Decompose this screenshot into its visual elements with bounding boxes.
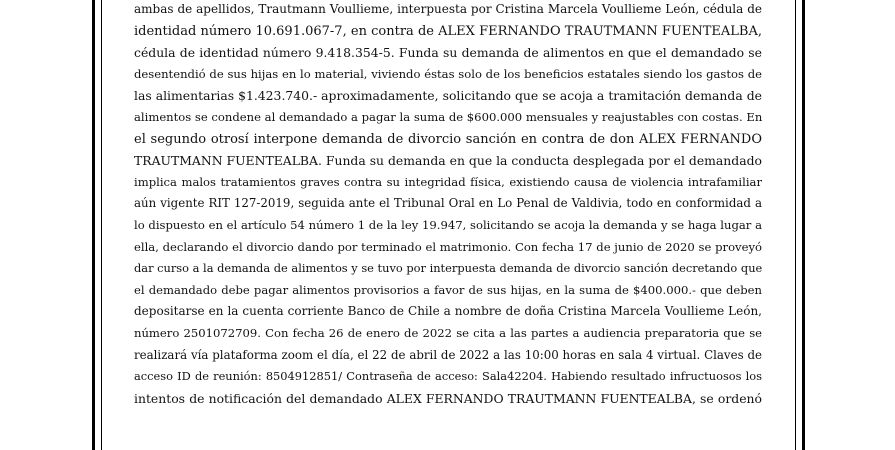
text-line: identidad número 10.691.067-7, en contra de ALEX FERNANDO TRAUTMANN FUENTEALBA, [134,23,762,39]
text-line: implica malos tratamientos graves contra su integridad física, existiendo causa de violencia intrafamiliar [134,174,762,189]
text-line: TRAUTMANN FUENTEALBA. Funda su demanda en que la conducta desplegada por el demandado [134,153,762,169]
text-line: cédula de identidad número 9.418.354-5. Funda su demanda de alimentos en que el demandado se [134,45,762,61]
text-line: las alimentarias $1.423.740.- aproximadamente, solicitando que se acoja a tramitación demanda de [134,88,762,104]
document-body [134,0,762,409]
text-line: alimentos se condene al demandado a pagar la suma de $600.000 mensuales y reajustables con costas. En [134,109,762,124]
text-line: ella, declarando el divorcio dando por terminado el matrimonio. Con fecha 17 de junio de 2020 se proveyó [134,239,762,254]
text-line: acceso ID de reunión: 8504912851/ Contraseña de acceso: Sala42204. Habiendo resultado infructuosos los [134,369,762,384]
text-line: el demandado debe pagar alimentos provisorios a favor de sus hijas, en la suma de $400.000.- que deben [134,282,762,297]
text-line: desentendió de sus hijas en lo material, viviendo éstas solo de los beneficios estatales siendo los gastos de [134,66,762,81]
text-line: número 2501072709. Con fecha 26 de enero de 2022 se cita a las partes a audiencia preparatoria que se [134,325,762,340]
text-line: ambas de apellidos, Trautmann Voullieme, interpuesta por Cristina Marcela Voullieme León, cédula de [134,2,762,16]
text-line: depositarse en la cuenta corriente Banco de Chile a nombre de doña Cristina Marcela Voullieme León, [134,304,762,319]
text-line: aún vigente RIT 127-2019, seguida ante el Tribunal Oral en Lo Penal de Valdivia, todo en conformidad a [134,196,762,211]
text-line: dar curso a la demanda de alimentos y se tuvo por interpuesta demanda de divorcio sanción decretando que [134,261,762,276]
text-line: intentos de notificación del demandado ALEX FERNANDO TRAUTMANN FUENTEALBA, se ordenó [134,390,762,406]
text-line: el segundo otrosí interpone demanda de divorcio sanción en contra de don ALEX FERNANDO [134,131,762,147]
text-line: realizará vía plataforma zoom el día, el 22 de abril de 2022 a las 10:00 horas en sala 4 virtual. Claves de [134,347,762,362]
text-line: lo dispuesto en el artículo 54 número 1 de la ley 19.947, solicitando se acoja la demanda y se haga lugar a [134,217,762,232]
